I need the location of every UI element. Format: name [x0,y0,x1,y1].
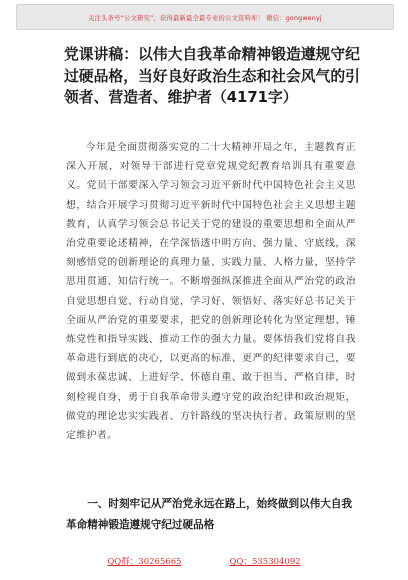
body-paragraph: 今年是全面贯彻落实党的二十大精神开局之年，主题教育正深入开展，对领导干部进行党章党规党纪教育培训具有重要意义。党员干部要深入学习领会习近平新时代中国特色社会主义思想，结合开展学习贯彻习近平新时代中国特色社会主义思想主题教育，认真学习领会总书记关于党的建设的重要思想和全面从严治党重要论述精神，在学深悟透中明方向、强力量、守底线，深刻感悟党的创新理论的真理力量、实践力量、人格力量，坚持学思用贯通、知信行统一。不断增强纵深推进全面从严治党的政治自觉思想自觉、行动自觉，学习好、领悟好、落实好总书记关于全面从严治党的重要要求，把党的创新理论转化为坚定理想、锤炼党性和指导实践、推动工作的强大力量。要体悟我们党将自我革命进行到底的决心，以更高的标准、更严的纪律要求自己，要做到永葆忠诚、上进好学、怀德自重、敢于担当、严格自律，时刻检视自身，勇于自我革命带头遵守党的政治纪律和政治规矩，做党的理论忠实实践者、方针路线的坚决执行者、政策原则的坚定维护者。 [66,142,356,442]
document-title: 党课讲稿：以伟大自我革命精神锻造遵规守纪过硬品格，当好良好政治生态和社会风气的引领者、营造者、维护者（4171字） [64,46,360,106]
qq-group-link[interactable]: QQ群：30265665 [107,557,182,567]
qq-contact-link[interactable]: QQ：535304092 [229,557,301,567]
footer-contact [0,555,408,573]
promo-banner-text: 关注头条号“公文研究”，获得最新最全最专业的公文资料库！ 微信：gongwenyj [88,14,322,22]
promo-banner [16,4,394,30]
section-heading: 一、时刻牢记从严治党永远在路上，始终做到以伟大自我革命精神锻造遵规守纪过硬品格 [66,498,353,531]
